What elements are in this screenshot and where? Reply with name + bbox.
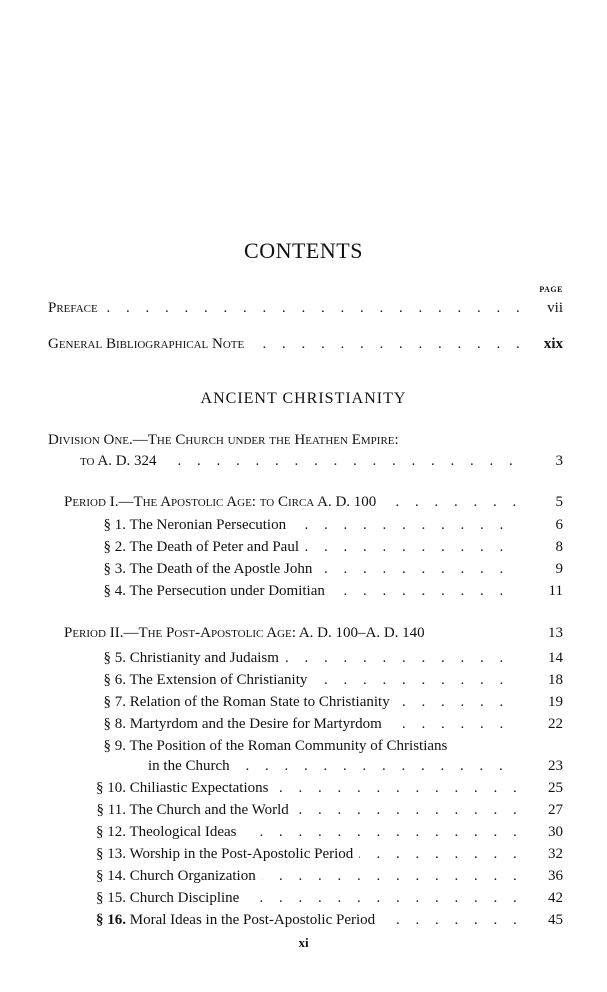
leader-dots [48,298,519,318]
page-number: 8 [555,539,563,555]
toc-entry-section-9-first-line[interactable] [90,736,447,756]
section-number: § 16. [96,912,126,928]
section-title: The Extension of Christianity [129,672,308,688]
toc-entry-section-6[interactable] [90,670,563,690]
toc-entry-section-16[interactable] [84,910,563,930]
toc-entry-section-2[interactable] [90,537,563,557]
page-number: 30 [548,824,563,840]
toc-entry-section-10[interactable] [84,778,563,798]
section-title: Church Discipline [129,890,240,906]
page-number: 19 [548,694,563,710]
section-number: § 8. [103,716,126,732]
toc-entry-section-12[interactable] [84,822,563,842]
section-title: Relation of the Roman State to Christianity [129,694,390,710]
toc-entry-division-one[interactable] [80,451,563,471]
toc-entry-section-4[interactable] [90,581,563,601]
section-number: § 1. [103,517,126,533]
toc-entry-section-14[interactable] [84,866,563,886]
toc-entry-preface[interactable] [48,298,563,318]
section-number: § 3. [103,561,126,577]
section-number: § 13. [96,846,126,862]
section-title: The Persecution under Domitian [129,583,325,599]
section-title: Church Organization [129,868,256,884]
section-title: Theological Ideas [129,824,237,840]
page-number: 23 [548,758,563,774]
toc-entry-section-7[interactable] [90,692,563,712]
section-title: The Death of Peter and Paul [129,539,300,555]
page-number: 27 [548,802,563,818]
toc-entry-period-2[interactable] [64,623,563,643]
section-title: The Death of the Apostle John [129,561,313,577]
section-title: Martyrdom and the Desire for Martyrdom [129,716,382,732]
section-number: § 12. [96,824,126,840]
section-number: § 14. [96,868,126,884]
section-title: ANCIENT CHRISTIANITY [200,390,407,407]
page-number: 3 [555,453,563,469]
page-column-header: PAGE [539,285,563,294]
section-title: Moral Ideas in the Post-Apostolic Period [129,912,376,928]
page-number: 13 [548,625,563,641]
page-number: 42 [548,890,563,906]
section-title: Chiliastic Expectations [129,780,269,796]
toc-entry-section-9[interactable] [148,756,563,776]
page-number: 32 [548,846,563,862]
toc-entry-section-5[interactable] [90,648,563,668]
section-number: § 5. [103,650,126,666]
entry-label: Preface [48,298,104,318]
page-number: 22 [548,716,563,732]
contents-title: CONTENTS [244,238,363,263]
section-number: § 6. [103,672,126,688]
page-number: 25 [548,780,563,796]
entry-label: to A. D. 324 [80,451,163,471]
section-number: § 11. [96,802,126,818]
page-number: xix [543,336,563,352]
toc-entry-period-1[interactable] [64,492,563,512]
section-number: § 9. [103,738,126,754]
page-number: 14 [548,650,563,666]
toc-entry-section-3[interactable] [90,559,563,579]
page-number: 6 [555,517,563,533]
page-number: 5 [555,494,563,510]
page-number: 36 [548,868,563,884]
section-number: § 10. [96,780,126,796]
section-number: § 15. [96,890,126,906]
section-title: Christianity and Judaism [129,650,279,666]
section-title: The Church and the World [129,802,289,818]
section-title: The Neronian Persecution [129,517,287,533]
page-number: 18 [548,672,563,688]
page-number: 9 [555,561,563,577]
toc-entry-section-13[interactable] [84,844,563,864]
entry-label: Period I.—The Apostolic Age: to Circa A. D. 100 [64,492,382,512]
entry-label: General Bibliographical Note [48,334,250,354]
toc-entry-section-11[interactable] [84,800,563,820]
page-number: 11 [548,583,563,599]
section-number: § 7. [103,694,126,710]
section-number: § 4. [103,583,126,599]
page-number: 45 [548,912,563,928]
page-number: vii [547,300,563,316]
toc-entry-bibliographical-note[interactable] [48,334,563,354]
section-number: § 2. [103,539,126,555]
section-title: Worship in the Post-Apostolic Period [129,846,354,862]
toc-entry-section-1[interactable] [90,515,563,535]
entry-label: Period II.—The Post-Apostolic Age: A. D. 100–A. D. 140 [64,623,431,643]
folio-page-number: xi [298,935,309,950]
section-title: The Position of the Roman Community of Christians [129,738,448,754]
section-title-continued: in the Church [148,756,236,776]
division-heading: Division One.—The Church under the Heathen Empire: [48,432,399,448]
toc-entry-section-15[interactable] [84,888,563,908]
toc-entry-section-8[interactable] [90,714,563,734]
